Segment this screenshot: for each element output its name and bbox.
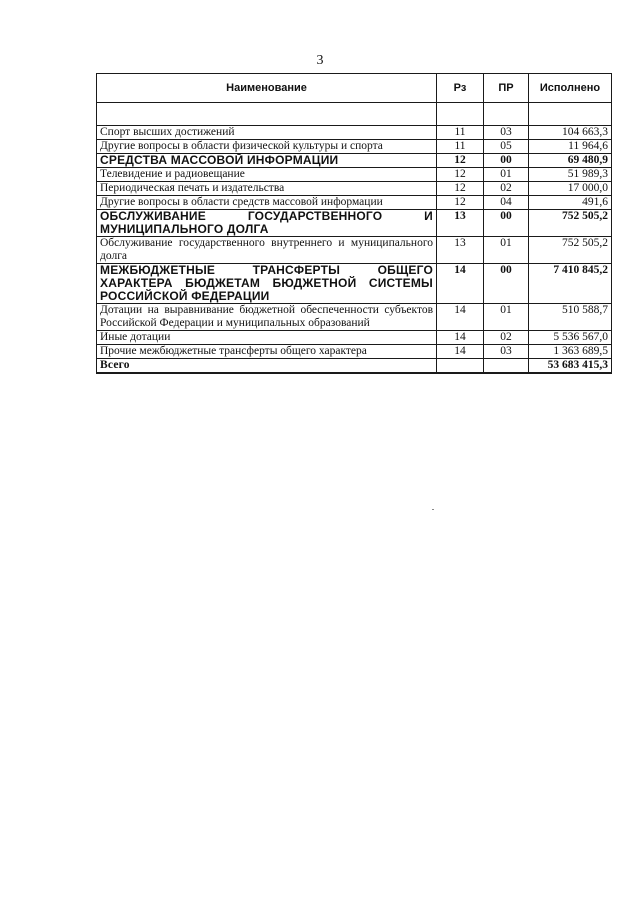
table-row: [97, 237, 612, 264]
table-row: [97, 304, 612, 331]
header-pr: ПР: [484, 74, 529, 103]
table-row: [97, 168, 612, 182]
row-rz: 12: [437, 168, 484, 182]
row-pr: 00: [484, 154, 529, 168]
table-row-section: [97, 154, 612, 168]
row-rz: 13: [437, 210, 484, 237]
table-row-section: [97, 264, 612, 304]
row-amount: 7 410 845,2: [529, 264, 612, 304]
row-rz: 12: [437, 196, 484, 210]
header-name: Наименование: [97, 74, 437, 103]
spacer-cell: [437, 103, 484, 126]
row-pr: 05: [484, 140, 529, 154]
row-name: Другие вопросы в области средств массовой информации: [97, 196, 437, 210]
header-rz: Рз: [437, 74, 484, 103]
row-amount: 510 588,7: [529, 304, 612, 331]
row-pr: 01: [484, 237, 529, 264]
table-row: [97, 182, 612, 196]
row-pr: 03: [484, 345, 529, 359]
row-name: Прочие межбюджетные трансферты общего характера: [97, 345, 437, 359]
spacer-cell: [484, 103, 529, 126]
row-rz: 12: [437, 154, 484, 168]
row-rz: 11: [437, 140, 484, 154]
row-pr: 02: [484, 331, 529, 345]
row-amount: 5 536 567,0: [529, 331, 612, 345]
row-name: Периодическая печать и издательства: [97, 182, 437, 196]
spacer-cell: [97, 103, 437, 126]
spacer-cell: [529, 103, 612, 126]
row-amount: 1 363 689,5: [529, 345, 612, 359]
row-pr: 00: [484, 264, 529, 304]
table-row: [97, 345, 612, 359]
row-name: МЕЖБЮДЖЕТНЫЕ ТРАНСФЕРТЫ ОБЩЕГО ХАРАКТЕРА БЮДЖЕТАМ БЮДЖЕТНОЙ СИСТЕМЫ РОССИЙСКОЙ ФЕДЕРАЦИИ: [97, 264, 437, 304]
row-rz: 14: [437, 304, 484, 331]
table-row-section: [97, 210, 612, 237]
row-name: Другие вопросы в области физической культуры и спорта: [97, 140, 437, 154]
page-number: 3: [316, 53, 324, 68]
row-rz: 14: [437, 345, 484, 359]
budget-table: [96, 73, 612, 374]
scan-speck: [432, 509, 434, 510]
total-rz-empty: [437, 359, 484, 374]
row-amount: 69 480,9: [529, 154, 612, 168]
row-pr: 01: [484, 304, 529, 331]
row-rz: 13: [437, 237, 484, 264]
row-name: Спорт высших достижений: [97, 126, 437, 140]
header-amount: Исполнено: [529, 74, 612, 103]
total-amount: 53 683 415,3: [529, 359, 612, 374]
row-name: Иные дотации: [97, 331, 437, 345]
row-amount: 17 000,0: [529, 182, 612, 196]
table-row: [97, 196, 612, 210]
table-spacer-row: [97, 103, 612, 126]
table-total-row: [97, 359, 612, 374]
row-amount: 104 663,3: [529, 126, 612, 140]
row-amount: 752 505,2: [529, 210, 612, 237]
row-amount: 11 964,6: [529, 140, 612, 154]
row-amount: 491,6: [529, 196, 612, 210]
total-pr-empty: [484, 359, 529, 374]
row-pr: 01: [484, 168, 529, 182]
row-name: ОБСЛУЖИВАНИЕ ГОСУДАРСТВЕННОГО И МУНИЦИПАЛЬНОГО ДОЛГА: [97, 210, 437, 237]
row-name: Телевидение и радиовещание: [97, 168, 437, 182]
table-row: [97, 140, 612, 154]
total-label: Всего: [97, 359, 437, 374]
table-row: [97, 126, 612, 140]
table-row: [97, 331, 612, 345]
row-amount: 51 989,3: [529, 168, 612, 182]
row-pr: 04: [484, 196, 529, 210]
row-amount: 752 505,2: [529, 237, 612, 264]
row-rz: 14: [437, 331, 484, 345]
table-header-row: [97, 74, 612, 103]
row-name: Обслуживание государственного внутреннего и муниципального долга: [97, 237, 437, 264]
row-pr: 03: [484, 126, 529, 140]
row-rz: 11: [437, 126, 484, 140]
row-rz: 14: [437, 264, 484, 304]
row-name: Дотации на выравнивание бюджетной обеспеченности субъектов Российской Федерации и муниципальных образований: [97, 304, 437, 331]
row-rz: 12: [437, 182, 484, 196]
row-pr: 00: [484, 210, 529, 237]
row-name: СРЕДСТВА МАССОВОЙ ИНФОРМАЦИИ: [97, 154, 437, 168]
row-pr: 02: [484, 182, 529, 196]
